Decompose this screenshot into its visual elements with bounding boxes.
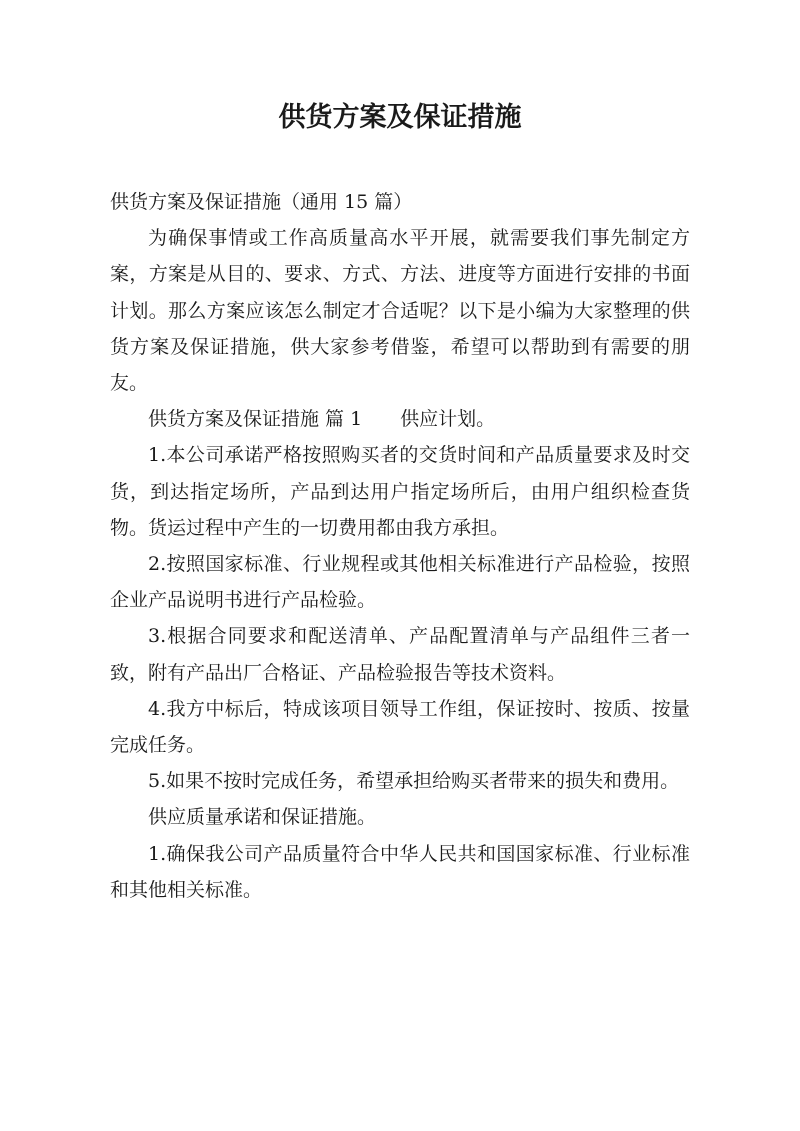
list-item: 3.根据合同要求和配送清单、产品配置清单与产品组件三者一致，附有产品出厂合格证、产品检验报告等技术资料。 <box>110 625 690 684</box>
quality-heading: 供应质量承诺和保证措施。 <box>148 806 377 829</box>
list-item: 1.确保我公司产品质量符合中华人民共和国国家标准、行业标准和其他相关标准。 <box>110 842 690 901</box>
section-heading-line <box>110 401 690 437</box>
list-item: 1.本公司承诺严格按照购买者的交货时间和产品质量要求及时交货，到达指定场所，产品到达用户指定场所后，由用户组织检查货物。货运过程中产生的一切费用都由我方承担。 <box>110 444 690 539</box>
list-item: 5.如果不按时完成任务，希望承担给购买者带来的损失和费用。 <box>148 770 680 793</box>
document-body <box>110 184 690 908</box>
section-subheading: 供应计划。 <box>400 408 496 431</box>
document-subtitle: 供货方案及保证措施（通用 15 篇） <box>110 191 413 213</box>
list-item: 4.我方中标后，特成该项目领导工作组，保证按时、按质、按量完成任务。 <box>110 697 690 757</box>
intro-paragraph: 为确保事情或工作高质量高水平开展，就需要我们事先制定方案，方案是从目的、要求、方式、方法、进度等方面进行安排的书面计划。那么方案应该怎么制定才合适呢？以下是小编为大家整理的供货方案及保证措施，供大家参考借鉴，希望可以帮助到有需要的朋友。 <box>110 227 690 395</box>
section-heading: 供货方案及保证措施 篇 1 <box>148 408 363 431</box>
document-title: 供货方案及保证措施 <box>278 102 522 133</box>
list-item: 2.按照国家标准、行业规程或其他相关标准进行产品检验，按照企业产品说明书进行产品检验。 <box>110 553 690 612</box>
